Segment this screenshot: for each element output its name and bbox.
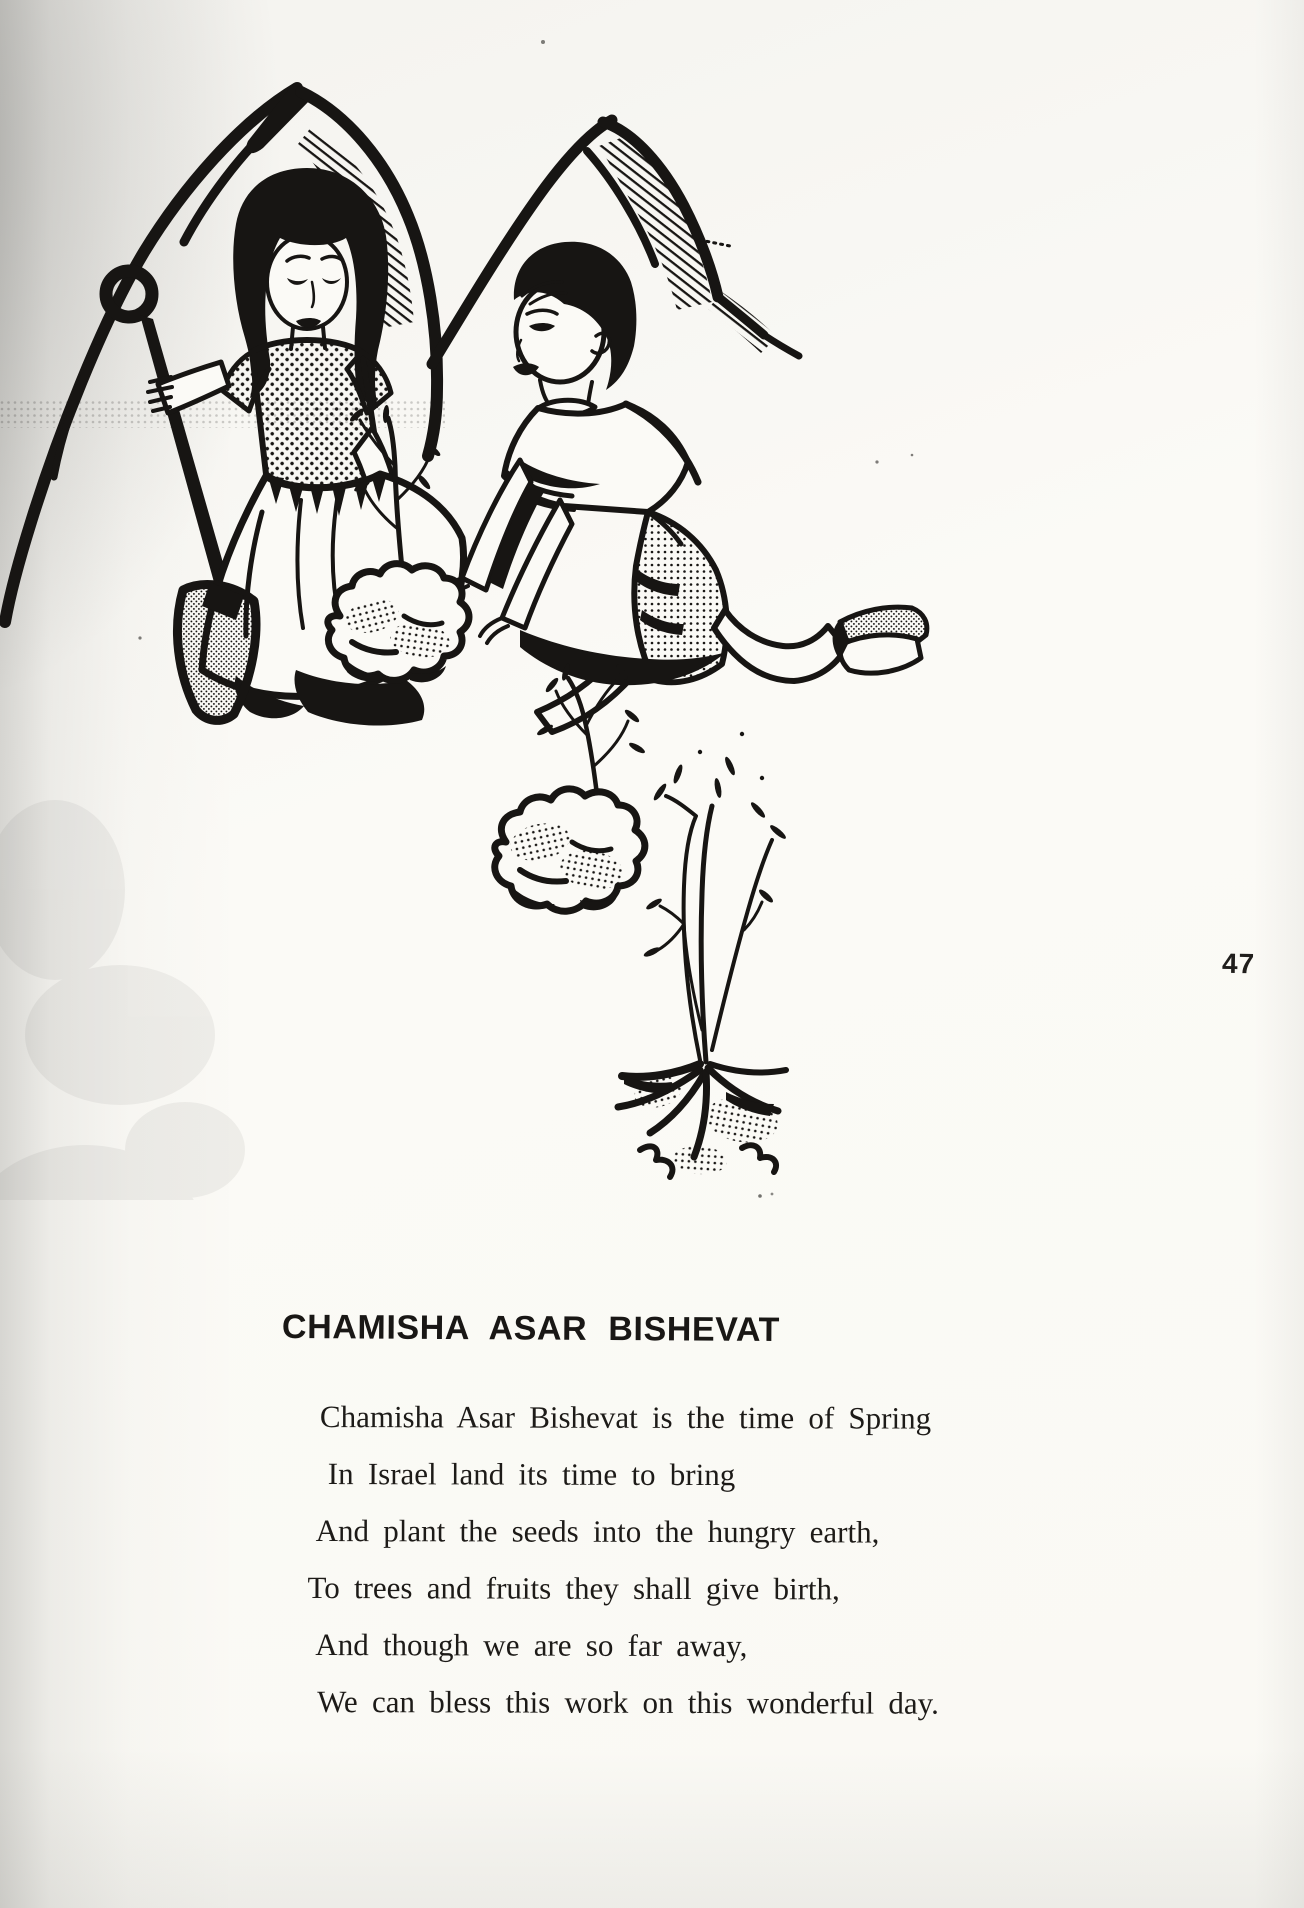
poem-line: We can bless this work on this wonderful day.	[317, 1684, 939, 1721]
planting-illustration	[0, 30, 960, 1200]
boy-leg-extended	[714, 610, 846, 681]
page-showthrough-ghost	[0, 800, 245, 1200]
root-tangle-3	[618, 1064, 786, 1177]
poem-line: Chamisha Asar Bishevat is the time of Spring	[319, 1399, 932, 1436]
poem-line: In Israel land its time to bring	[327, 1456, 736, 1493]
boy-figure	[440, 242, 927, 732]
shovel	[106, 271, 238, 622]
poem-line: And though we are so far away,	[315, 1627, 748, 1664]
seedling-3	[618, 732, 788, 1198]
boy-shoe	[840, 635, 921, 673]
poem-line: To trees and fruits they shall give birth,	[307, 1570, 840, 1607]
poem-line: And plant the seeds into the hungry earth,	[315, 1513, 880, 1550]
poem-title: CHAMISHA ASAR BISHEVAT	[281, 1308, 781, 1350]
poem-block	[305, 1388, 1086, 1732]
page-number: 47	[1221, 947, 1256, 980]
